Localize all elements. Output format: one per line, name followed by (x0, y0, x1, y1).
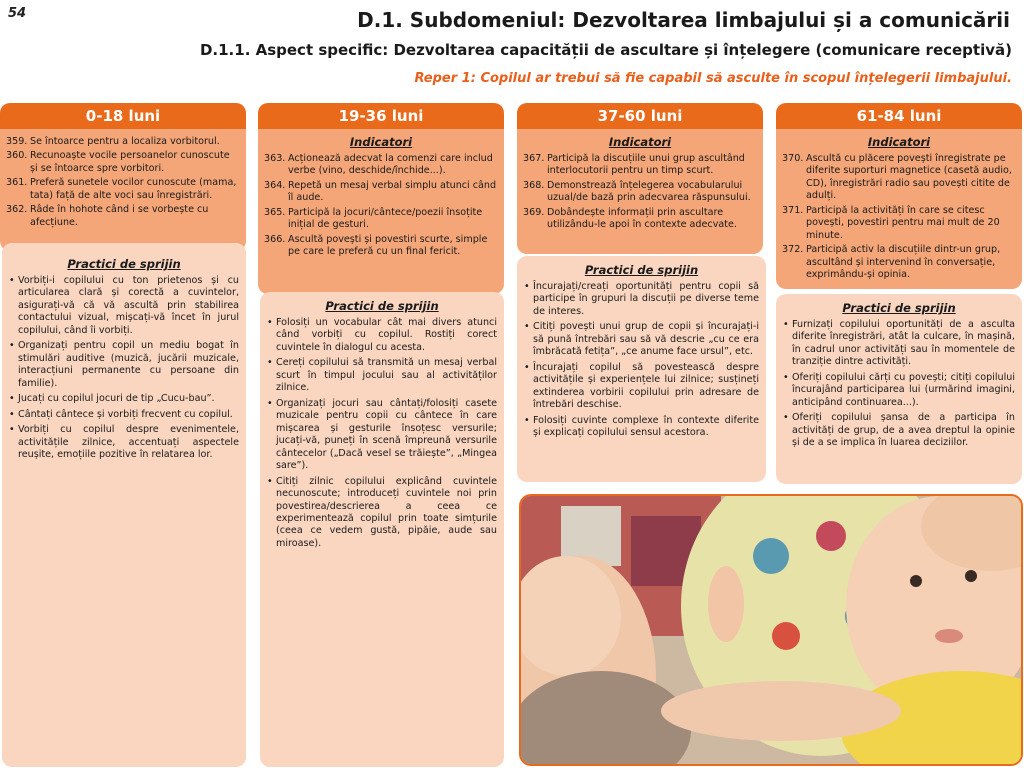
indicator-item: 361. Preferă sunetele vocilor cunoscute (mama, tata) față de alte voci sau înregistrări. (6, 177, 237, 201)
practice-item: • Folosiți cuvinte complexe în contexte diferite și explicați copilului sensul acestora. (524, 414, 759, 439)
practice-item: • Citiți zilnic copilului explicând cuvintele necunoscute; introduceți cuvintele noi prin povestirea/descrierea a ceea ce experimentează copilul prin toate simțurile (ceea ce vedem gustă, pipăie, aude sau miroase). (267, 475, 497, 549)
indicator-item: 366. Ascultă povești și povestiri scurte, simple pe care le preferă cu un final fericit. (264, 233, 488, 258)
page-number: 54 (8, 6, 27, 21)
indicator-item: 363. Acționează adecvat la comenzi care includ verbe (vino, deschide/închide...). (264, 152, 493, 177)
indicators-panel (258, 129, 504, 294)
indicators-title: Indicatori (867, 135, 931, 149)
babies-photo (519, 494, 1023, 766)
indicators-title: Indicatori (349, 135, 413, 149)
practice-item: • Folosiți un vocabular cât mai divers atunci când vorbiți cu copilul. Rostiți corect cuvintele în dialogul cu acesta. (267, 316, 497, 353)
indicators-panel (0, 129, 246, 251)
age-header: 37-60 luni (517, 103, 763, 129)
practices-panel-61-84 (776, 294, 1022, 484)
practice-item: • Cântați cântece și vorbiți frecvent cu copilul. (9, 408, 233, 420)
reper-label: Reper 1: (414, 71, 476, 86)
column-19-36 (258, 103, 504, 294)
practice-item: • Cereți copilului să transmită un mesaj verbal scurt în timpul jocului sau al activităților zilnice. (267, 357, 497, 394)
indicator-item: 364. Repetă un mesaj verbal simplu atunci când îl aude. (264, 179, 497, 204)
age-header: 0-18 luni (0, 103, 246, 129)
practice-item: • Vorbiți cu copilul despre evenimentele, activitățile zilnice, accentuați aspectele reușite, emoțiile pozitive în relatarea lor. (9, 424, 239, 461)
indicator-item: 362. Râde în hohote când i se vorbește cu afecțiune. (6, 204, 209, 228)
indicator-item: 365. Participă la jocuri/cântece/poezii însoțite inițial de gesturi. (264, 206, 483, 231)
indicator-item: 367. Participă la discuțiile unui grup ascultând interlocutorii pentru un timp scurt. (523, 152, 745, 177)
practices-title: Practici de sprijin (325, 299, 439, 313)
practice-list (9, 275, 239, 462)
indicator-list (523, 153, 757, 232)
practice-item: • Oferiți copilului șansa de a participa în activități de grup, de a avea dreptul la opinie și de a se implica în luarea deciziilor. (783, 412, 1015, 449)
practice-item: • Jucați cu copilul jocuri de tip „Cucu-bau”. (9, 393, 215, 405)
indicator-item: 359. Se întoarce pentru a localiza vorbitorul. (6, 136, 220, 147)
practices-panel-19-36 (260, 292, 504, 767)
indicator-list (782, 153, 1016, 282)
indicator-item: 370. Ascultă cu plăcere povești înregistrate pe diferite suporturi magnetice (casetă audio, CD), înregistrări radio sau povești citite de adulți. (782, 152, 1012, 202)
age-header: 61-84 luni (776, 103, 1022, 129)
practice-item: • Vorbiți-i copilului cu ton prietenos și cu articularea clară și corectă a cuvintelor, asigurați-vă că vă ascultă prin stabilirea contactului vizual, mișcați-vă încet în jurul copilului, când îi vorbiți. (9, 274, 239, 336)
babies-illustration (521, 496, 1023, 766)
page-title: D.1. Subdomeniul: Dezvoltarea limbajului și a comunicării (357, 8, 1010, 32)
practices-panel-0-18 (2, 243, 246, 767)
practice-item: • Oferiți copilului cărți cu povești; citiți copilului încurajând participarea lui (urmărind imagini, anticipând continuarea...). (783, 371, 1015, 408)
practices-title: Practici de sprijin (584, 263, 699, 277)
column-37-60 (517, 103, 763, 254)
column-61-84 (776, 103, 1022, 289)
practice-item: • Încurajați/creați oportunități pentru copii să participe în grupuri la discuții pe diverse teme de interes. (524, 280, 759, 317)
practices-title: Practici de sprijin (67, 257, 181, 271)
indicator-list (264, 153, 498, 259)
practice-item: • Furnizați copilului oportunități de a asculta diferite înregistrări, atât la culcare, în mașină, în cadrul unor activități sau în momentele de tranziție dintre activități. (783, 318, 1015, 368)
practice-list (524, 281, 759, 440)
page-subtitle: D.1.1. Aspect specific: Dezvoltarea capacității de ascultare și înțelegere (comunicare receptivă) (199, 41, 1012, 59)
practice-item: • Încurajați copilul să povestească despre activitățile și experiențele lui zilnice; susțineți extinderea vorbirii copilului prin adresare de întrebări deschise. (524, 361, 759, 411)
practice-item: • Organizați pentru copil un mediu bogat în stimulări auditive (muzică, jucării muzicale, interacțiuni permanente cu persoane din familie). (9, 340, 239, 389)
indicator-item: 368. Demonstrează înțelegerea vocabularului uzual/de bază prin adecvarea răspunsului. (523, 179, 751, 204)
age-header: 19-36 luni (258, 103, 504, 129)
indicators-panel (776, 129, 1022, 289)
indicator-item: 372. Participă activ la discuțiile dintr-un grup, ascultând și intervenind în conversație, exprimându-și opinia. (782, 244, 1001, 281)
indicator-item: 360. Recunoaște vocile persoanelor cunoscute și se întoarce spre vorbitori. (6, 150, 230, 174)
practice-list (783, 319, 1015, 450)
indicator-list (6, 136, 240, 229)
indicators-title: Indicatori (608, 135, 672, 149)
practice-item: • Citiți povești unui grup de copii și încurajați-i să pună întrebări sau să vă descrie „cu ce era îmbrăcată fetița”, „ce anume face ursul”, etc. (524, 321, 759, 358)
practice-item: • Organizați jocuri sau cântați/folosiți casete muzicale pentru copii cu cântece în care mișcarea și gesturile însoțesc versurile; jucați-vă, puneți în scenă împreună versurile cântecelor („Dacă vesel se trăiește”, „Mingea sare”). (267, 397, 497, 472)
indicator-item: 369. Dobândește informații prin ascultare utilizându-le apoi în contexte adecvate. (523, 206, 737, 231)
column-0-18 (0, 103, 246, 251)
reper-line (414, 71, 1012, 86)
practices-panel-37-60 (517, 256, 766, 482)
practices-title: Practici de sprijin (842, 301, 956, 315)
practice-list (267, 317, 497, 550)
indicator-item: 371. Participă la activități în care se citesc povești, povestiri pentru mai mult de 20 minute. (782, 204, 1000, 241)
indicators-panel (517, 129, 763, 254)
reper-text: Copilul ar trebui să fie capabil să asculte în scopul înțelegerii limbajului. (480, 71, 1012, 86)
